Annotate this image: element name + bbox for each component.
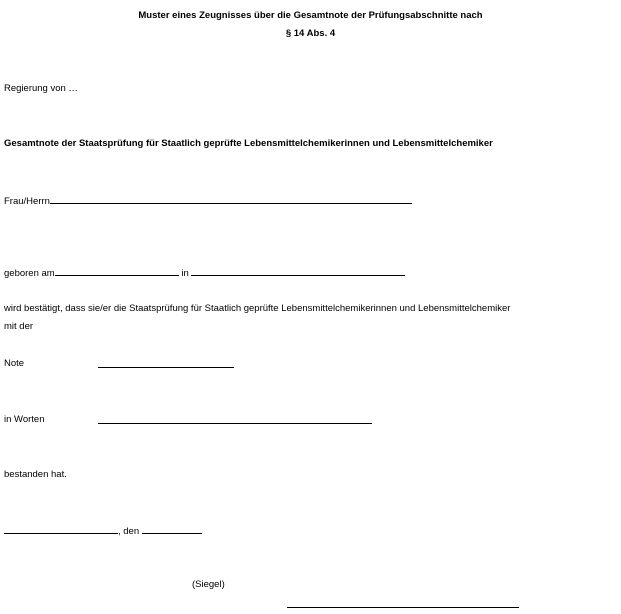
signature-row bbox=[287, 598, 519, 612]
certificate-heading: Gesamtnote der Staatsprüfung für Staatlich geprüfte Lebensmittelchemikerinnen und Lebensmittelchemiker bbox=[4, 138, 493, 149]
grade-words-label: in Worten bbox=[4, 414, 45, 425]
signature-field[interactable] bbox=[287, 598, 519, 608]
name-field[interactable] bbox=[50, 194, 412, 204]
grade-label: Note bbox=[4, 358, 25, 369]
document-title: Muster eines Zeugnisses über die Gesamtnote der Prüfungsabschnitte nach bbox=[138, 10, 483, 21]
birthplace-field[interactable] bbox=[191, 266, 405, 276]
government-line: Regierung von … bbox=[4, 83, 78, 94]
document-subtitle: § 14 Abs. 4 bbox=[285, 28, 336, 39]
seal-label: (Siegel) bbox=[192, 579, 225, 590]
birthplace-label: in bbox=[181, 268, 189, 279]
grade-words-field[interactable] bbox=[98, 414, 372, 424]
name-row bbox=[4, 194, 412, 208]
birth-date-field[interactable] bbox=[55, 266, 179, 276]
date-field[interactable] bbox=[142, 524, 202, 534]
grade-row bbox=[98, 358, 234, 372]
name-label: Frau/Herrn bbox=[4, 196, 50, 207]
grade-field[interactable] bbox=[98, 358, 234, 368]
place-date-row bbox=[4, 524, 202, 538]
date-label: , den bbox=[118, 526, 140, 537]
birth-row bbox=[4, 266, 405, 280]
birth-date-label: geboren am bbox=[4, 268, 55, 279]
grade-words-row bbox=[98, 414, 372, 428]
passed-text: bestanden hat. bbox=[4, 469, 67, 480]
confirmation-line-2: mit der bbox=[4, 321, 34, 332]
place-field[interactable] bbox=[4, 524, 118, 534]
confirmation-line-1: wird bestätigt, dass sie/er die Staatsprüfung für Staatlich geprüfte Lebensmittelchemikerinnen und Lebensmittelchemiker bbox=[4, 303, 511, 314]
